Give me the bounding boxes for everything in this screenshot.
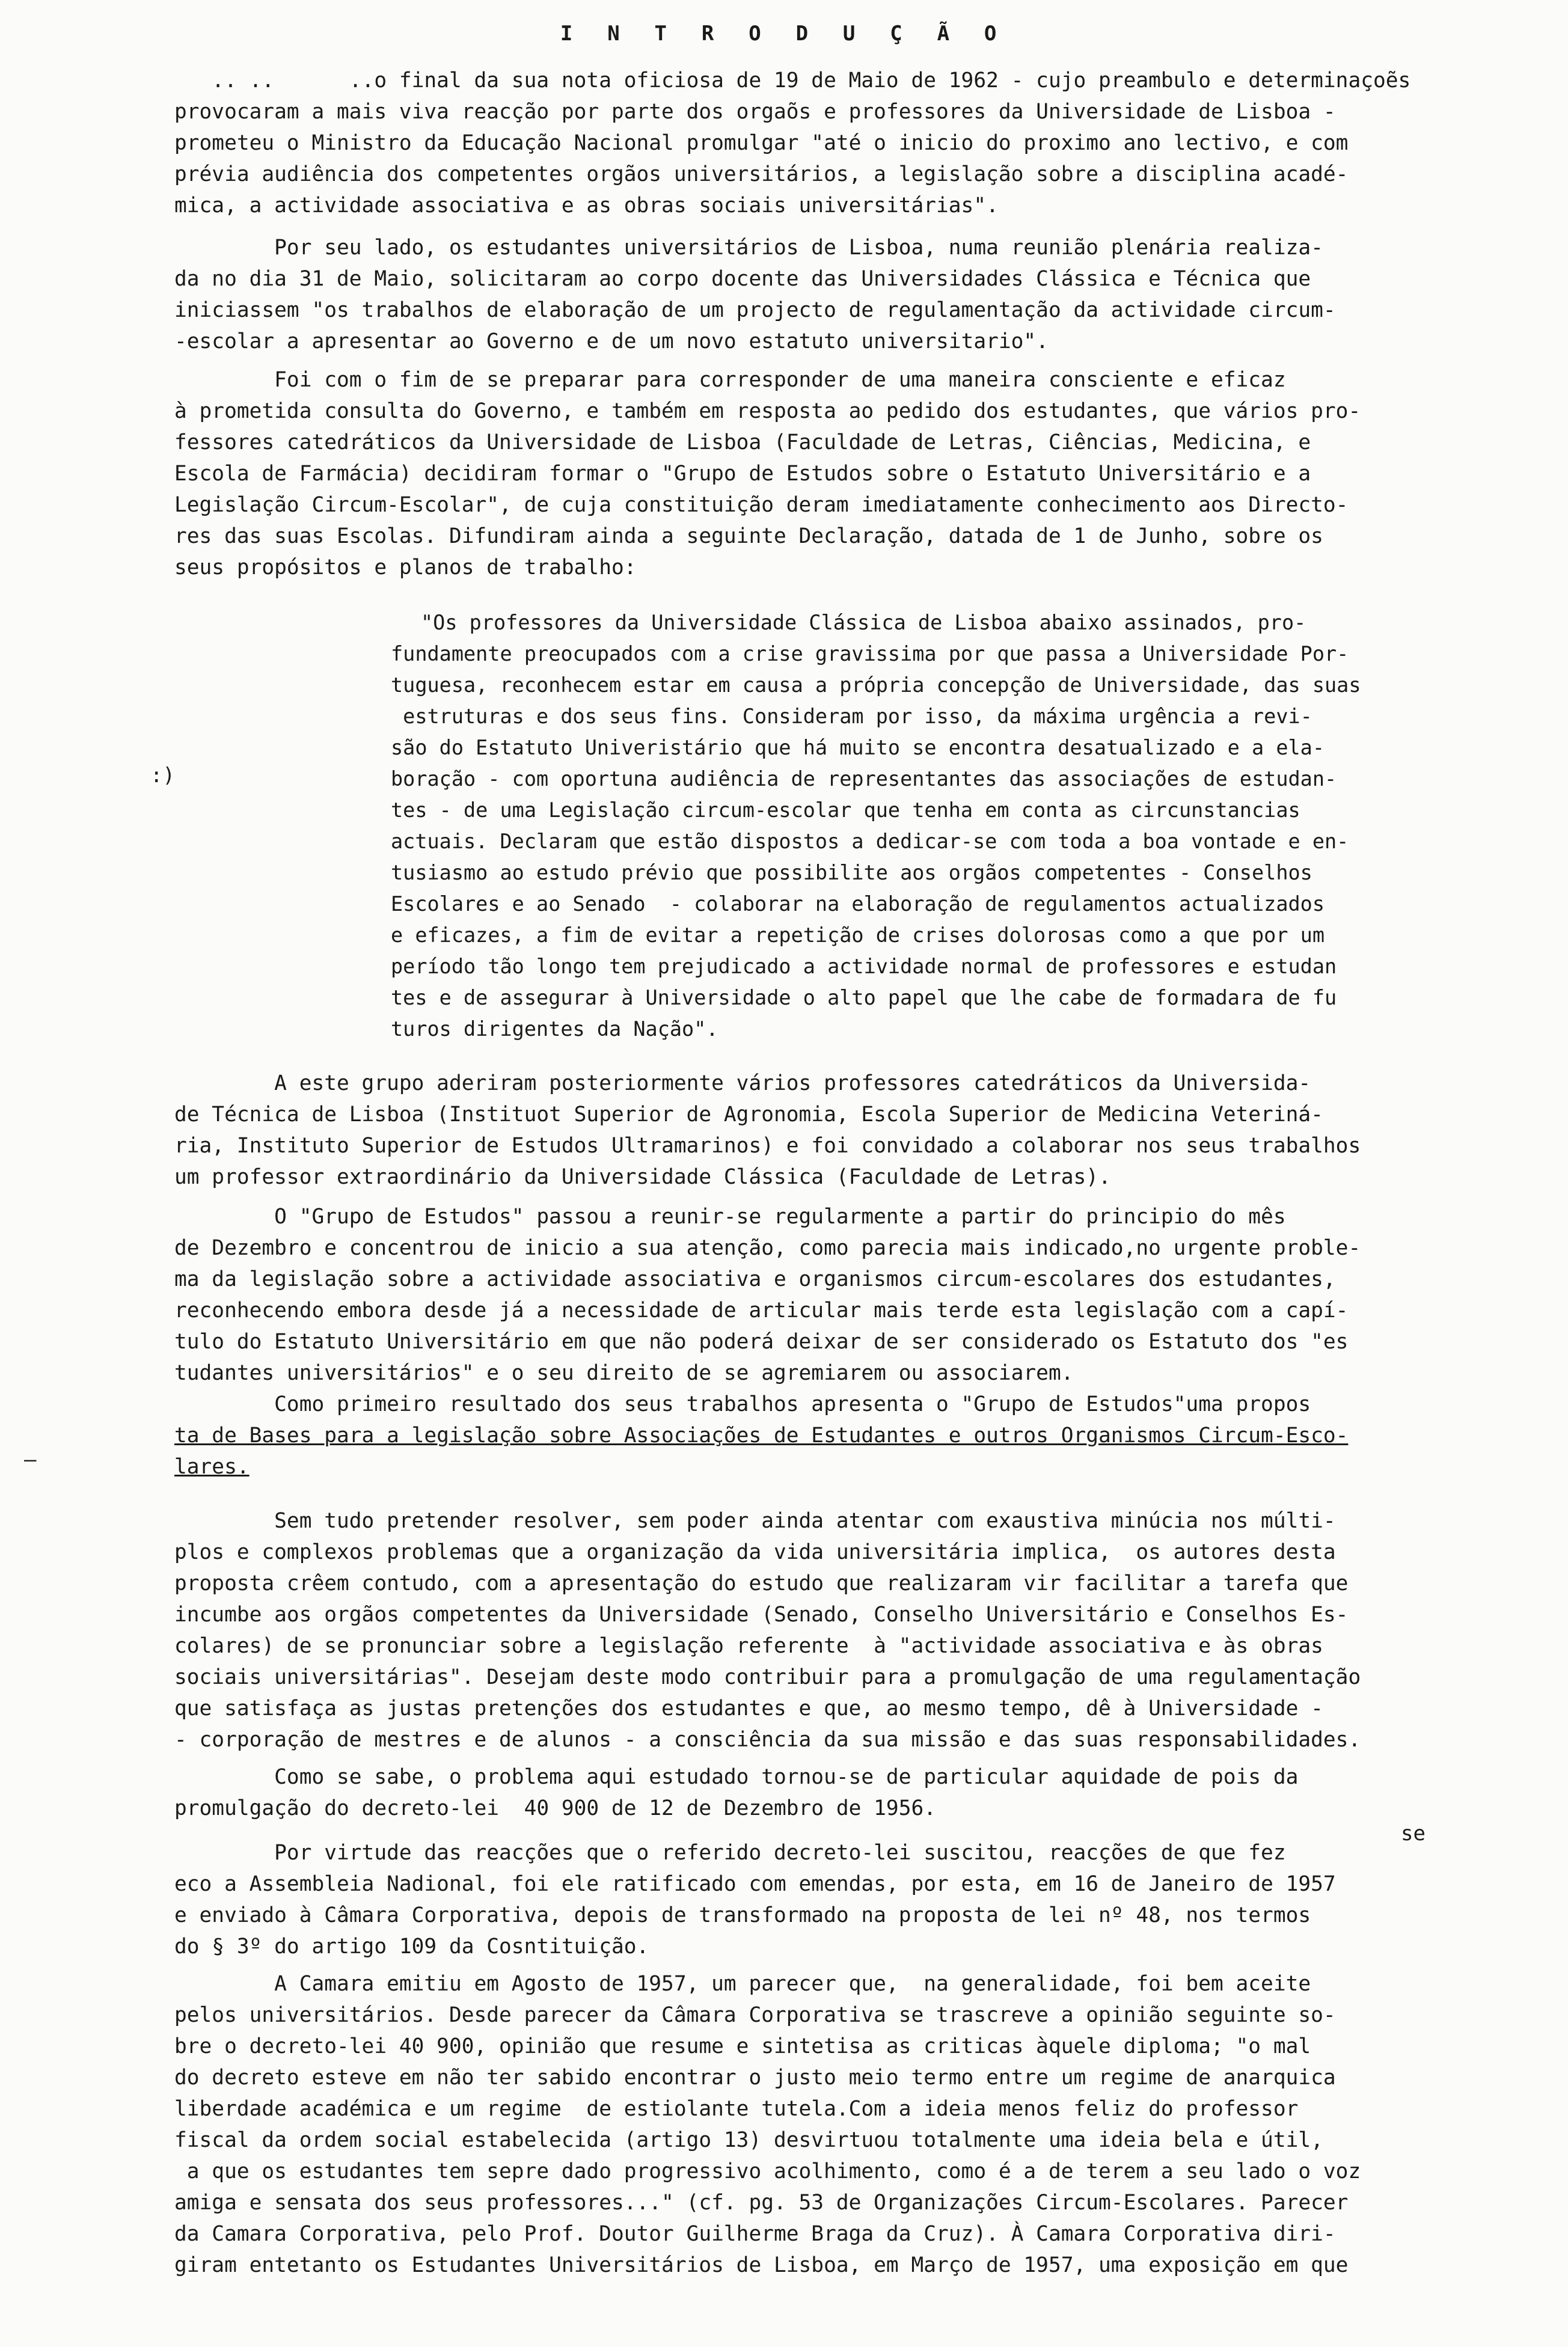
text-line: um professor extraordinário da Universidade Clássica (Faculdade de Letras).	[174, 1165, 1111, 1189]
text-line: A Camara emitiu em Agosto de 1957, um parecer que, na generalidade, foi bem aceite	[174, 1972, 1311, 1996]
text-line: - corporação de mestres e de alunos - a consciência da sua missão e das suas responsabilidades.	[174, 1728, 1361, 1752]
quote-line: são do Estatuto Univeristário que há muito se encontra desatualizado e a ela-	[391, 736, 1325, 759]
text-line: e enviado à Câmara Corporativa, depois de transformado na proposta de lei nº 48, nos termos	[174, 1903, 1311, 1927]
text-line: res das suas Escolas. Difundiram ainda a seguinte Declaração, datada de 1 de Junho, sobre os	[174, 524, 1323, 548]
text-line: a que os estudantes tem sepre dado progressivo acolhimento, como é a de terem a seu lado o voz	[174, 2159, 1361, 2183]
text-line: prometeu o Ministro da Educação Nacional promulgar "até o inicio do proximo ano lectivo, e com	[174, 131, 1349, 155]
text-line: Escola de Farmácia) decidiram formar o "Grupo de Estudos sobre o Estatuto Universitário e a	[174, 462, 1311, 486]
text-line: mica, a actividade associativa e as obras sociais universitárias".	[174, 194, 999, 218]
text-line: A este grupo aderiram posteriormente vários professores catedráticos da Universida-	[174, 1071, 1311, 1095]
text-line: Sem tudo pretender resolver, sem poder ainda atentar com exaustiva minúcia nos múlti-	[174, 1509, 1336, 1533]
quote-line: "Os professores da Universidade Clássica de Lisboa abaixo assinados, pro-	[421, 611, 1306, 634]
quote-line: tuguesa, reconhecem estar em causa a própria concepção de Universidade, das suas	[391, 673, 1361, 697]
margin-mark: :)	[150, 763, 175, 788]
text-line: ria, Instituto Superior de Estudos Ultramarinos) e foi convidado a colaborar nos seus trabalhos	[174, 1134, 1361, 1158]
text-line: colares) de se pronunciar sobre a legislação referente à "actividade associativa e às obras	[174, 1634, 1323, 1658]
text-line: iniciassem "os trabalhos de elaboração de um projecto de regulamentação da actividade circum-	[174, 298, 1336, 322]
text-line: -escolar a apresentar ao Governo e de um novo estatuto universitario".	[174, 329, 1049, 353]
text-line: bre o decreto-lei 40 900, opinião que resume e sintetisa as criticas àquele diploma; "o mal	[174, 2034, 1311, 2058]
text-line: pelos universitários. Desde parecer da Câmara Corporativa se trascreve a opinião seguinte so-	[174, 2003, 1336, 2027]
text-line: reconhecendo embora desde já a necessidade de articular mais terde esta legislação com a capí-	[174, 1299, 1349, 1323]
quote-line: Escolares e ao Senado - colaborar na elaboração de regulamentos actualizados	[391, 892, 1325, 916]
quote-line: boração - com oportuna audiência de representantes das associações de estudan-	[391, 767, 1337, 791]
text-line: prévia audiência dos competentes orgãos universitários, a legislação sobre a disciplina acadé-	[174, 162, 1349, 186]
text-line: amiga e sensata dos seus professores..." (cf. pg. 53 de Organizações Circum-Escolares. Parecer	[174, 2191, 1349, 2215]
text-line: liberdade académica e um regime de estiolante tutela.Com a ideia menos feliz do professor	[174, 2097, 1299, 2121]
text-line: proposta crêem contudo, com a apresentação do estudo que realizaram vir facilitar a tarefa que	[174, 1571, 1349, 1596]
text-line: provocaram a mais viva reacção por parte dos orgaõs e professores da Universidade de Lisboa -	[174, 100, 1336, 124]
quote-line: actuais. Declaram que estão dispostos a dedicar-se com toda a boa vontade e en-	[391, 830, 1349, 853]
handwritten-insertion: se	[1401, 1822, 1426, 1846]
text-line: do § 3º do artigo 109 da Cosntituição.	[174, 1935, 649, 1959]
text-line: tudantes universitários" e o seu direito de se agremiarem ou associarem.	[174, 1361, 1074, 1385]
text-line: lares.	[174, 1455, 250, 1479]
text-line: giram entetanto os Estudantes Universitários de Lisboa, em Março de 1957, uma exposição em que	[174, 2253, 1349, 2277]
quote-line: tusiasmo ao estudo prévio que possibilite aos orgãos competentes - Conselhos	[391, 861, 1312, 884]
text-line: O "Grupo de Estudos" passou a reunir-se regularmente a partir do principio do mês	[174, 1205, 1286, 1229]
text-line: ma da legislação sobre a actividade associativa e organismos circum-escolares dos estudantes,	[174, 1267, 1336, 1291]
text-line: .. .. ..o final da sua nota oficiosa de 19 de Maio de 1962 - cujo preambulo e determinaçoẽs	[174, 69, 1411, 93]
text-line: seus propósitos e planos de trabalho:	[174, 555, 637, 580]
text-line: Por seu lado, os estudantes universitários de Lisboa, numa reunião plenária realiza-	[174, 236, 1323, 260]
text-line: fiscal da ordem social estabelecida (artigo 13) desvirtuou totalmente uma ideia bela e útil,	[174, 2128, 1323, 2152]
text-line: Foi com o fim de se preparar para corresponder de uma maneira consciente e eficaz	[174, 368, 1286, 392]
text-line: tulo do Estatuto Universitário em que não poderá deixar de ser considerado os Estatuto dos "es	[174, 1330, 1349, 1354]
text-line: Como primeiro resultado dos seus trabalhos apresenta o "Grupo de Estudos"uma propos	[174, 1392, 1311, 1416]
text-line: de Dezembro e concentrou de inicio a sua atenção, como parecia mais indicado,no urgente proble-	[174, 1236, 1361, 1260]
text-line: do decreto esteve em não ter sabido encontrar o justo meio termo entre um regime de anarquica	[174, 2066, 1336, 2090]
quote-line: fundamente preocupados com a crise gravissima por que passa a Universidade Por-	[391, 642, 1349, 666]
text-line: que satisfaça as justas pretenções dos estudantes e que, ao mesmo tempo, dê à Universidade -	[174, 1697, 1323, 1721]
margin-dash: —	[24, 1448, 37, 1472]
quote-line: e eficazes, a fim de evitar a repetição de crises dolorosas como a que por um	[391, 923, 1325, 947]
text-line: à prometida consulta do Governo, e também em resposta ao pedido dos estudantes, que vários pro-	[174, 399, 1361, 423]
text-line: promulgação do decreto-lei 40 900 de 12 de Dezembro de 1956.	[174, 1796, 937, 1820]
text-line: Por virtude das reacções que o referido decreto-lei suscitou, reacções de que fez	[174, 1841, 1286, 1865]
text-line: sociais universitárias". Desejam deste modo contribuir para a promulgação de uma regulamentação	[174, 1665, 1361, 1689]
text-line: da no dia 31 de Maio, solicitaram ao corpo docente das Universidades Clássica e Técnica que	[174, 267, 1311, 291]
text-line: de Técnica de Lisboa (Instituot Superior de Agronomia, Escola Superior de Medicina Veteriná-	[174, 1103, 1323, 1127]
text-line: fessores catedráticos da Universidade de Lisboa (Faculdade de Letras, Ciências, Medicina, e	[174, 430, 1311, 454]
text-line: eco a Assembleia Nadional, foi ele ratificado com emendas, por esta, em 16 de Janeiro de 1957	[174, 1872, 1336, 1896]
document-title: I N T R O D U Ç Ã O	[560, 22, 1008, 46]
text-line: da Camara Corporativa, pelo Prof. Doutor Guilherme Braga da Cruz). À Camara Corporativa diri-	[174, 2222, 1336, 2246]
text-line: ta de Bases para a legislação sobre Associações de Estudantes e outros Organismos Circum-Esco-	[174, 1424, 1349, 1448]
text-line: Como se sabe, o problema aqui estudado tornou-se de particular aquidade de pois da	[174, 1765, 1299, 1789]
text-line: incumbe aos orgãos competentes da Universidade (Senado, Conselho Universitário e Conselhos Es-	[174, 1603, 1349, 1627]
text-line: plos e complexos problemas que a organização da vida universitária implica, os autores desta	[174, 1540, 1336, 1564]
quote-line: turos dirigentes da Nação".	[391, 1017, 718, 1041]
quote-line: tes e de assegurar à Universidade o alto papel que lhe cabe de formadara de fu	[391, 986, 1337, 1009]
quote-line: período tão longo tem prejudicado a actividade normal de professores e estudan	[391, 955, 1337, 978]
quote-line: tes - de uma Legislação circum-escolar que tenha em conta as circunstancias	[391, 798, 1300, 822]
text-line: Legislação Circum-Escolar", de cuja constituição deram imediatamente conhecimento aos Directo-	[174, 493, 1349, 517]
quote-line: estruturas e dos seus fins. Consideram por isso, da máxima urgência a revi-	[391, 705, 1312, 728]
